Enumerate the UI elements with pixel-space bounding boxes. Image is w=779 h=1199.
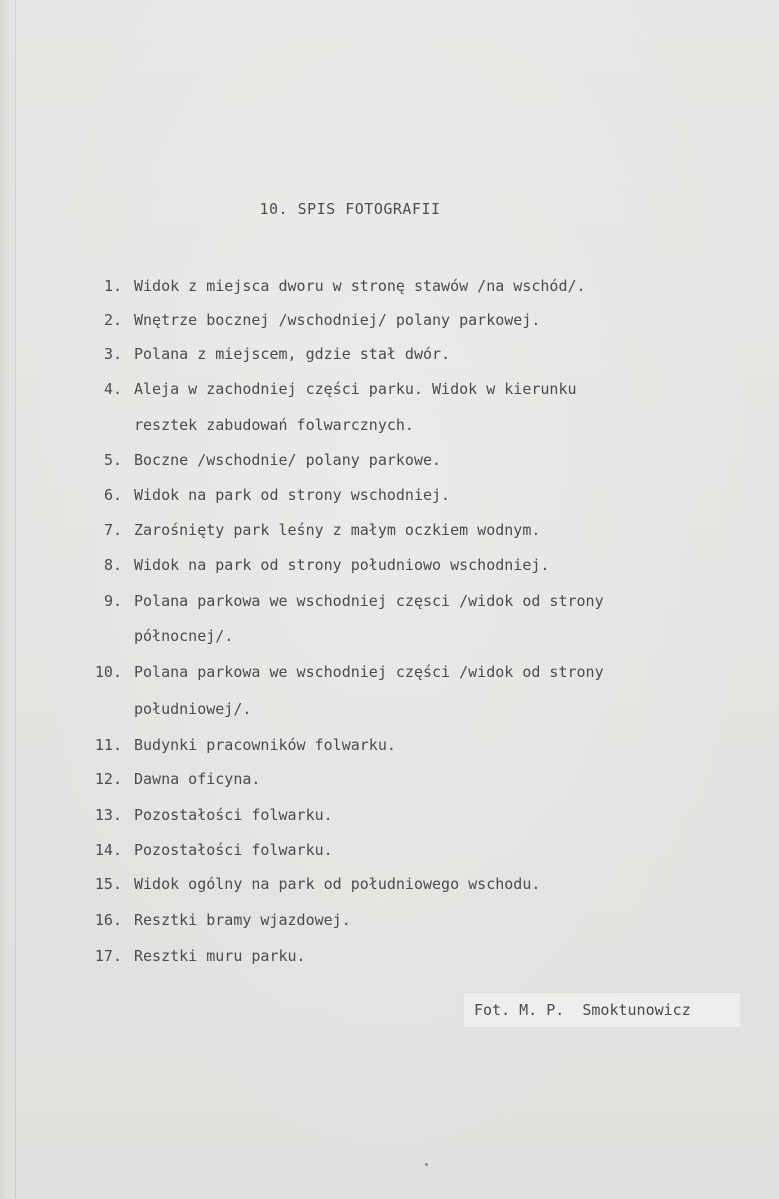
list-item-number: 17. [94,947,122,965]
photo-credit-slip [464,993,740,1027]
list-item-text: Aleja w zachodniej części parku. Widok w kierunku [134,380,577,398]
list-item-number: 3. [103,345,122,363]
list-item-text: Widok na park od strony wschodniej. [134,486,451,504]
list-item-continuation [0,413,779,437]
list-item-number: 10. [94,663,122,681]
list-item [0,448,779,472]
list-item-text: Polana z miejscem, gdzie stał dwór. [134,345,451,363]
paper-speck [425,1163,428,1166]
list-item-text: Wnętrze bocznej /wschodniej/ polany parkowej. [134,311,541,329]
list-item-number: 15. [94,875,122,893]
list-item-text: Pozostałości folwarku. [134,841,333,859]
list-item-number: 2. [103,311,122,329]
list-item [0,733,779,757]
list-item [0,838,779,862]
list-item-text: Boczne /wschodnie/ polany parkowe. [134,451,442,469]
list-item-text: północnej/. [134,627,234,645]
list-item-text: Pozostałości folwarku. [134,806,333,824]
list-item [0,553,779,577]
list-item-number: 4. [103,380,122,398]
list-item-number: 11. [94,736,122,754]
list-item-number: 1. [103,277,122,295]
list-item-number: 14. [94,841,122,859]
list-item-text: Dawna oficyna. [134,770,261,788]
list-item-number: 13. [94,806,122,824]
list-item-text: Zarośnięty park leśny z małym oczkiem wodnym. [134,521,541,539]
list-item-text: Widok ogólny na park od południowego wschodu. [134,875,541,893]
list-item-number: 12. [94,770,122,788]
list-item [0,660,779,684]
list-item-number: 8. [103,556,122,574]
list-item-text: resztek zabudowań folwarcznych. [134,416,414,434]
list-item-text: południowej/. [134,700,252,718]
list-item-text: Resztki bramy wjazdowej. [134,911,351,929]
list-item [0,589,779,613]
list-item-text: Polana parkowa we wschodniej części /widok od strony [134,663,604,681]
list-item-number: 9. [103,592,122,610]
list-item-number: 7. [103,521,122,539]
list-item [0,308,779,332]
list-item-text: Polana parkowa we wschodniej częsci /widok od strony [134,592,604,610]
list-item [0,803,779,827]
list-item [0,767,779,791]
photo-credit: Fot. M. P. Smoktunowicz [474,1001,691,1019]
list-item [0,872,779,896]
list-item [0,518,779,542]
list-item-text: Widok na park od strony południowo wschodniej. [134,556,550,574]
list-item [0,908,779,932]
list-item [0,274,779,298]
list-item-continuation [0,697,779,721]
list-item-text: Widok z miejsca dworu w stronę stawów /na wschód/. [134,277,586,295]
list-item-number: 6. [103,486,122,504]
list-item [0,342,779,366]
list-item [0,483,779,507]
list-item [0,944,779,968]
list-item-text: Resztki muru parku. [134,947,306,965]
list-item-continuation [0,624,779,648]
list-item-text: Budynki pracowników folwarku. [134,736,396,754]
list-item-number: 5. [103,451,122,469]
document-title: 10. SPIS FOTOGRAFII [259,200,441,218]
list-item [0,377,779,401]
list-item-number: 16. [94,911,122,929]
